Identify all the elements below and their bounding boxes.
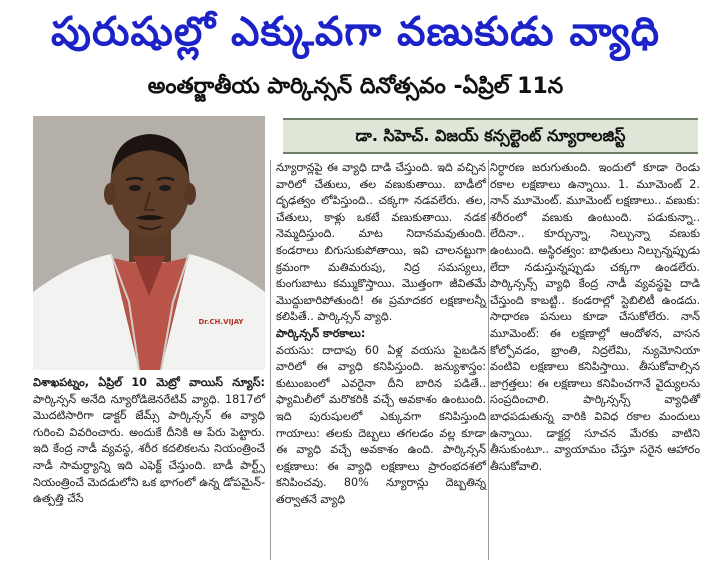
column-right-text: నిర్ధారణ జరుగుతుంది. ఇందులో కూడా రెండు రకాల లక్షణాలు ఉన్నాయి. 1. మూమెంట్ 2. నాన్ మూమెంట్. మూమెంట్ లక్షణాలు.. వణుకు: శరీరంలో వణుకు ఉంటుంది. పడుకున్నా.. లేదినా.. కూర్చున్నా, నిల్చున్నా వణుకు ఉంటుంది. అస్థిరత్వం: బాధితులు నిల్చున్నప్పుడు లేదా నడుస్తున్నప్పుడు చక్కగా ఉండలేరు. పార్కిన్సన్స్ వ్యాధి కేంద్ర నాడీ వ్యవస్థపై దాడి చేస్తుంది కాబట్టి.. కండరాల్లో స్టెబిలిటీ ఉండదు. సాధారణ పనులు కూడా చేసుకోలేరు. నాన్ మూమెంట్: ఈ లక్షణాల్లో ఆందోళన, వాసన కోల్పోవడం, భ్రాంతి, నిద్రలేమి, న్యుమోనియా వంటివి లక్షణాలు కనిపిస్తాయి. తీసుకోవాల్సిన జాగ్రత్తలు: ఈ లక్షణాలు కనిపించగానే వైద్యులను సంప్రదించాలి. పార్కిన్సన్స్ వ్యాధితో బాధపడుతున్న వారికి వివిధ రకాల మందులు ఉన్నాయి. డాక్టర్ల సూచన మేరకు వాటిని తీసుకుంటూ.. వ్యాయామం చేస్తూ సరైన ఆహారం తీసుకోవాలి. [490, 161, 700, 473]
article-column-right [490, 160, 700, 560]
column-divider [270, 160, 271, 560]
subheadline: అంతర్జాతీయ పార్కిన్సన్ దినోత్సవం -ఏప్రిల్ 11న [147, 74, 564, 99]
author-byline: డా. సిహెచ్. విజయ్ కన్సల్టెంట్ న్యూరాలజిస్ట్ [283, 118, 698, 154]
headline: పురుషుల్లో ఎక్కువగా వణుకుడు వ్యాధి [51, 9, 660, 55]
dateline: విశాఖపట్నం, ఏప్రిల్ 10 మెట్రో వాయిస్ న్యూస్: [33, 376, 265, 389]
article-column-middle [276, 160, 486, 565]
article-column-left [33, 375, 265, 565]
column-left-text: పార్కిన్సన్ అనేది న్యూరోడిజెనరేటివ్ వ్యాధి. 1817లో మొదటిసారిగా డాక్టర్ జేమ్స్ పార్కిన్సన్ ఈ వ్యాధి గురించి వివరించారు. అందుకే దీనికి ఆ పేరు పెట్టారు. ఇది కేంద్ర నాడీ వ్యవస్థ, శరీర కదలికలను నియంత్రించే నాడీ సామర్ధ్యాన్ని ఇది ఎఫెక్ట్ చేస్తుంది. బాడీ పార్ట్స్ నియంత్రించే మెదడులోని ఒక భాగంలో ఉన్న డోపమైన్-ఉత్పత్తి చేసే [33, 392, 265, 506]
coat-name-label: Dr.CH.VIJAY [198, 318, 244, 326]
column-middle-para2: వయసు: దాదాపు 60 ఏళ్ల వయసు పైబడిన వారిలో ఈ వ్యాధి కనిపిస్తుంది. జన్యుశాస్త్రం: కుటుంబంలో ఎవరైనా దీని బారిన పడితే.. ఫ్యామిలీలో మరొకరికి వచ్చే అవకాశం ఉంటుంది. ఇది పురుషులలో ఎక్కువగా కనిపిస్తుంది గాయాలు: తలకు దెబ్బలు తగలడం వల్ల కూడా ఈ వ్యాధి వచ్చే అవకాశం ఉంది. పార్కిన్సన్ లక్షణాలు: ఈ వ్యాధి లక్షణాలు ప్రారంభదశలో కనిపించవు. 80% న్యూరాన్లు దెబ్బతిన్న తర్వాతనే వ్యాధి [276, 343, 486, 506]
doctor-portrait-illustration [33, 116, 265, 370]
column-middle-para1: న్యూరాన్లపై ఈ వ్యాధి దాడి చేస్తుంది. ఇది వచ్చిన వారిలో చేతులు, తల వణుకుతాయి. బాడీలో దృఢత్వం లోపిస్తుంది.. చక్కగా నడవలేరు. తల, చేతులు, కాళ్లు ఒకటే వణుకుతాయి. నడక నెమ్మదిస్తుంది. మాట నిదానమవుతుంది. కండరాలు బిగుసుకుపోతాయి, ఇవి చాలనట్టుగా క్రమంగా మతిమరుపు, నిద్ర సమస్యలు, కుంగుబాటు కమ్ముకొస్తాయి. మొత్తంగా జీవితమే మొద్దుబారిపోతుంది! ఈ ప్రమాదకర లక్షణాలన్నీ కలిపితే.. పార్కిన్సన్ వ్యాధి. [276, 161, 486, 324]
section-heading-causes: పార్కిన్సన్ కారకాలు: [276, 326, 366, 340]
doctor-photo [33, 116, 265, 370]
column-divider [488, 160, 489, 560]
